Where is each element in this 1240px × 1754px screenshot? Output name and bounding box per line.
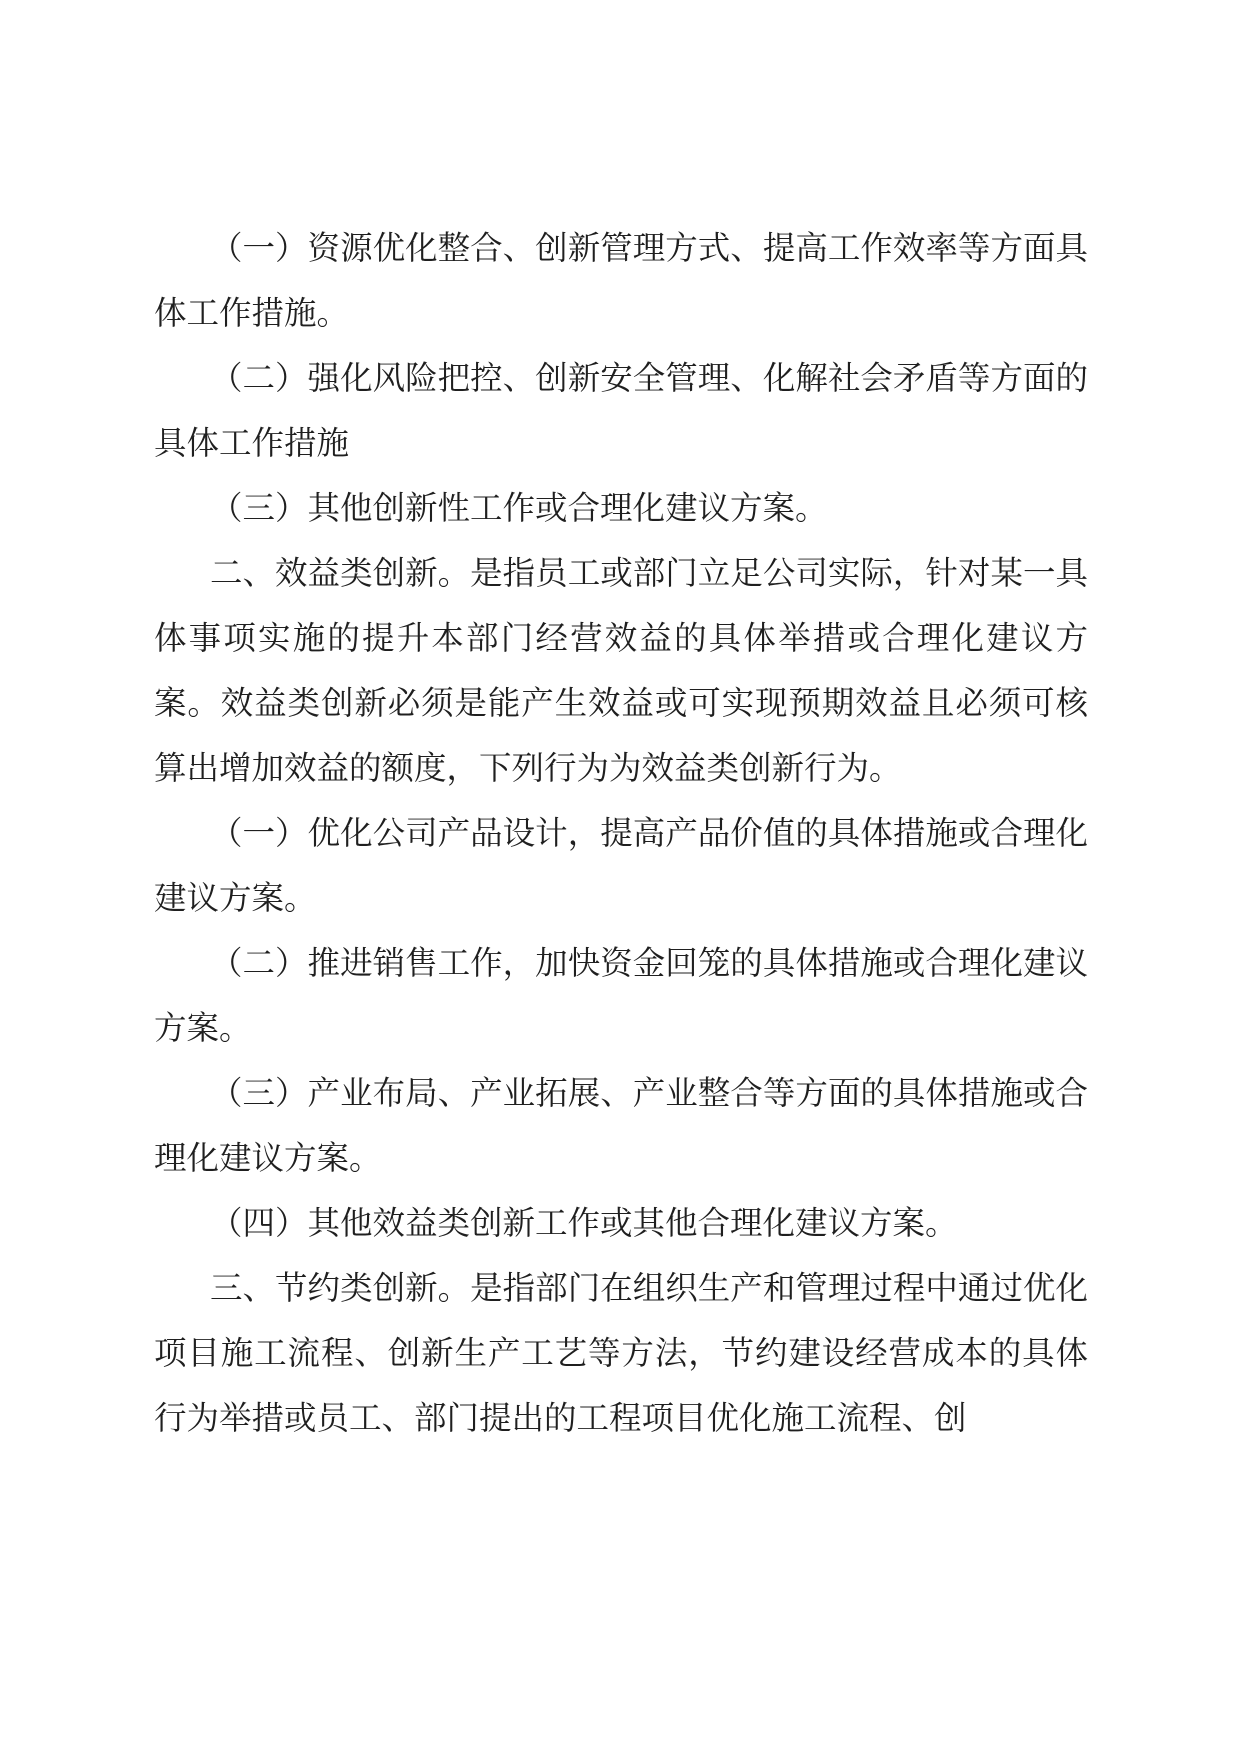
- paragraph-item-1-3: （三）其他创新性工作或合理化建议方案。: [210, 489, 828, 527]
- paragraph-item-2-4: （四）其他效益类创新工作或其他合理化建议方案。: [210, 1204, 958, 1242]
- paragraph-item-2-3: （三）产业布局、产业拓展、产业整合等方面的具体措施或合理化建议方案。: [154, 1074, 1088, 1177]
- paragraph-item-1-2: （二）强化风险把控、创新安全管理、化解社会矛盾等方面的具体工作措施: [154, 359, 1088, 462]
- document-body: [154, 216, 1088, 1451]
- paragraph-section-3: 三、节约类创新。是指部门在组织生产和管理过程中通过优化项目施工流程、创新生产工艺等方法，节约建设经营成本的具体行为举措或员工、部门提出的工程项目优化施工流程、创: [154, 1269, 1088, 1437]
- paragraph-item-2-1: （一）优化公司产品设计，提高产品价值的具体措施或合理化建议方案。: [154, 814, 1088, 917]
- paragraph-item-2-2: （二）推进销售工作，加快资金回笼的具体措施或合理化建议方案。: [154, 944, 1088, 1047]
- paragraph-section-2: 二、效益类创新。是指员工或部门立足公司实际，针对某一具体事项实施的提升本部门经营效益的具体举措或合理化建议方案。效益类创新必须是能产生效益或可实现预期效益且必须可核算出增加效益的额度，下列行为为效益类创新行为。: [154, 554, 1088, 787]
- paragraph-item-1-1: （一）资源优化整合、创新管理方式、提高工作效率等方面具体工作措施。: [154, 229, 1088, 332]
